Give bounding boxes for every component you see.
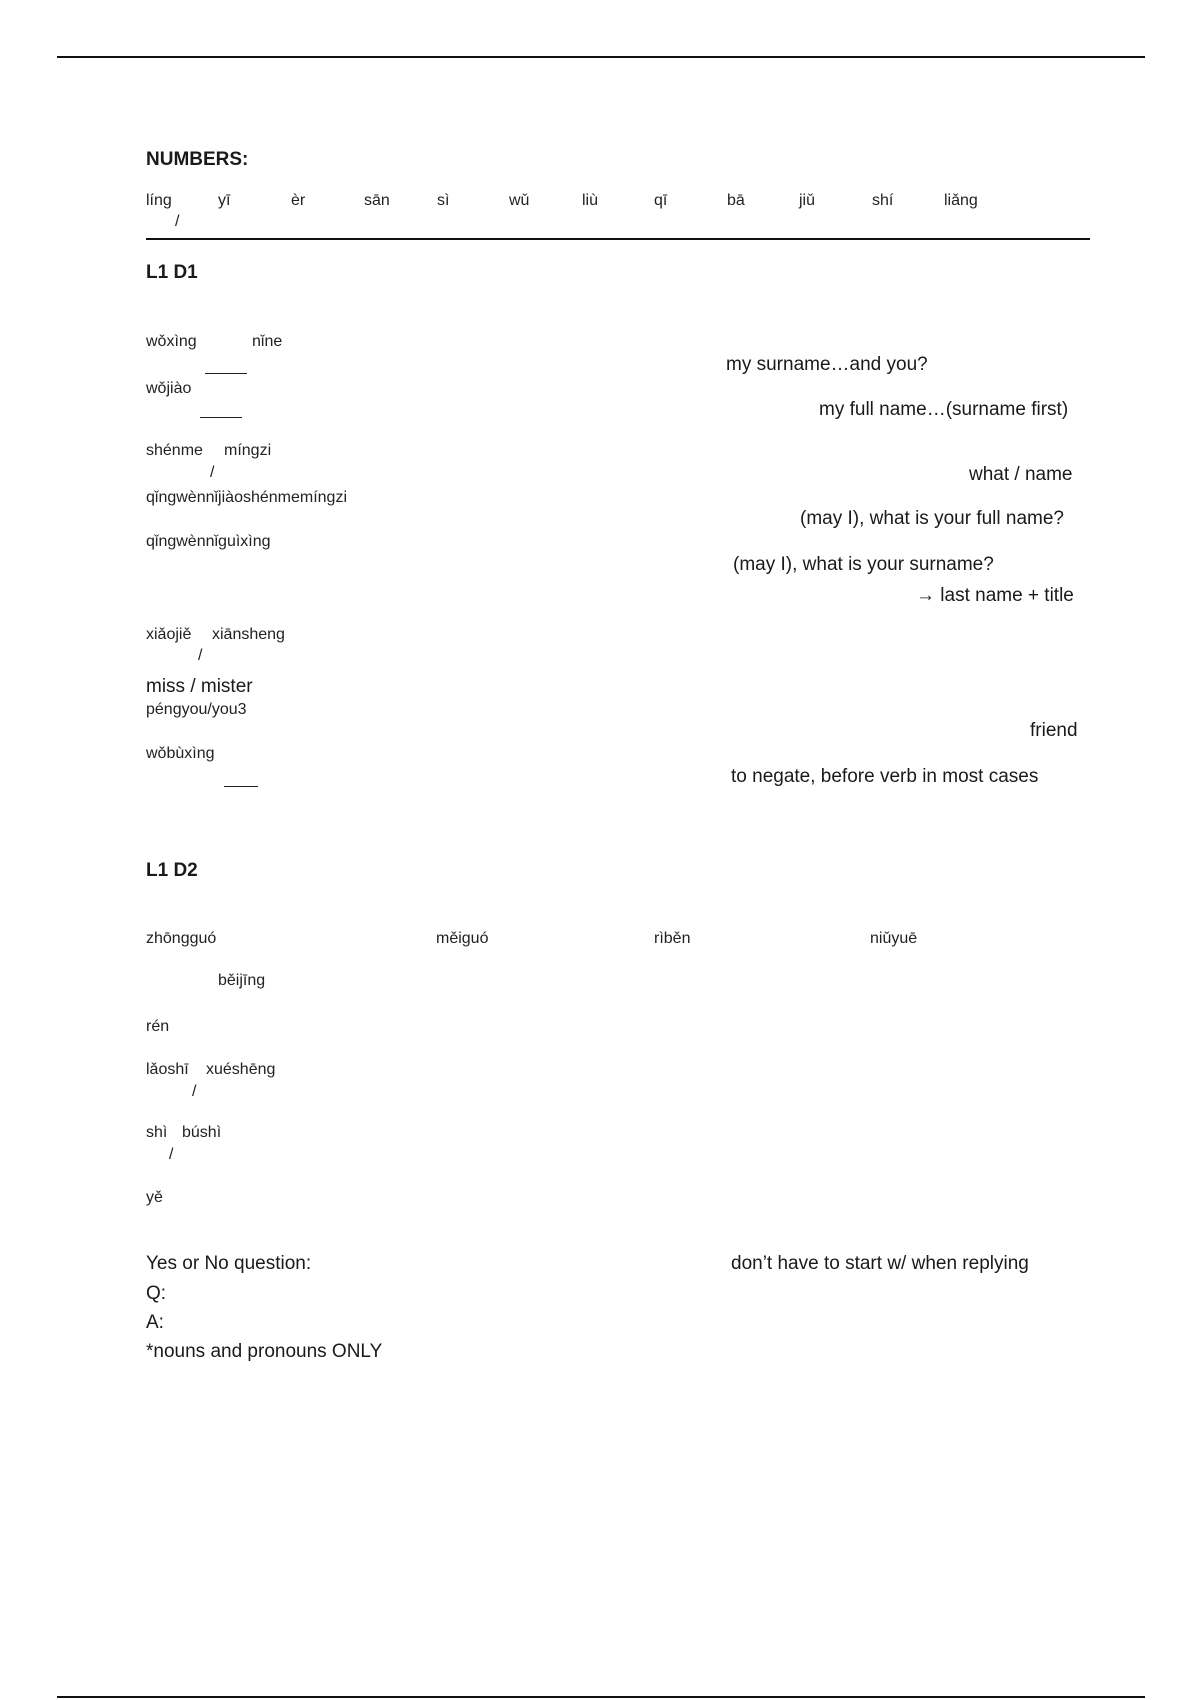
numbers-slash: / bbox=[175, 213, 180, 230]
bushi-text: búshì bbox=[182, 1124, 222, 1141]
qingwen-xing-text: qǐngwènnǐguìxìng bbox=[146, 533, 271, 550]
number-5: wǔ bbox=[509, 192, 530, 209]
l1d2-heading: L1 D2 bbox=[146, 860, 198, 881]
yes-no-question-text: Yes or No question: bbox=[146, 1253, 312, 1274]
full-name-text: my full name…(surname first) bbox=[819, 399, 1069, 420]
shi-text: shì bbox=[146, 1124, 168, 1141]
nine-text: nǐne bbox=[252, 333, 283, 350]
top-rule bbox=[57, 56, 1145, 58]
number-6: liù bbox=[582, 192, 599, 209]
beijing-text: běijīng bbox=[218, 972, 266, 989]
number-8: bā bbox=[727, 192, 745, 209]
qingwen-name-text: qǐngwènnǐjiàoshénmemíngzi bbox=[146, 489, 348, 506]
xiaojie-text: xiǎojiě bbox=[146, 626, 192, 643]
a-label: A: bbox=[146, 1312, 164, 1333]
xiaojie-xiansheng-slash: / bbox=[198, 647, 203, 664]
number-9: jiǔ bbox=[799, 192, 816, 209]
may-i-surname-text: (may I), what is your surname? bbox=[733, 554, 994, 575]
number-1: yī bbox=[218, 192, 231, 209]
number-2: èr bbox=[291, 192, 306, 209]
nouns-only-text: *nouns and pronouns ONLY bbox=[146, 1341, 383, 1362]
laoshi-xuesheng-slash: / bbox=[192, 1083, 197, 1100]
friend-text: friend bbox=[1030, 720, 1078, 741]
dont-have-text: don’t have to start w/ when replying bbox=[731, 1253, 1029, 1274]
shenme-mingzi-slash: / bbox=[210, 464, 215, 481]
shenme-text: shénme bbox=[146, 442, 203, 459]
number-4: sì bbox=[437, 192, 450, 209]
last-name-title-text: → last name + title bbox=[916, 585, 1074, 606]
miss-mister-text: miss / mister bbox=[146, 676, 253, 697]
number-11: liǎng bbox=[944, 192, 978, 209]
numbers-rule bbox=[146, 238, 1090, 240]
number-0: líng bbox=[146, 192, 172, 209]
mingzi-text: míngzi bbox=[224, 442, 272, 459]
ye-text: yě bbox=[146, 1189, 163, 1206]
negate-text: to negate, before verb in most cases bbox=[731, 766, 1039, 787]
blank-line bbox=[200, 417, 242, 418]
ren-text: rén bbox=[146, 1018, 170, 1035]
may-i-full-name-text: (may I), what is your full name? bbox=[800, 508, 1064, 529]
meiguo-text: měiguó bbox=[436, 930, 489, 947]
riben-text: rìběn bbox=[654, 930, 691, 947]
xiansheng-text: xiānsheng bbox=[212, 626, 285, 643]
what-name-text: what / name bbox=[969, 464, 1073, 485]
l1d1-heading: L1 D1 bbox=[146, 262, 198, 283]
laoshi-text: lǎoshī bbox=[146, 1061, 189, 1078]
woxing-text: wǒxìng bbox=[146, 333, 197, 350]
xuesheng-text: xuéshēng bbox=[206, 1061, 276, 1078]
q-label: Q: bbox=[146, 1283, 167, 1304]
surname-and-you-text: my surname…and you? bbox=[726, 354, 928, 375]
number-10: shí bbox=[872, 192, 894, 209]
blank-line bbox=[224, 786, 258, 787]
bottom-rule bbox=[57, 1696, 1145, 1698]
blank-line bbox=[205, 373, 247, 374]
zhongguo-text: zhōngguó bbox=[146, 930, 217, 947]
shi-bushi-slash: / bbox=[169, 1146, 174, 1163]
niuyue-text: niǔyuē bbox=[870, 930, 918, 947]
wobuxing-text: wǒbùxìng bbox=[146, 745, 215, 762]
numbers-heading: NUMBERS: bbox=[146, 149, 249, 170]
wojiao-text: wǒjiào bbox=[146, 380, 192, 397]
number-7: qī bbox=[654, 192, 668, 209]
pengyou-text: péngyou/you3 bbox=[146, 701, 247, 718]
number-3: sān bbox=[364, 192, 390, 209]
